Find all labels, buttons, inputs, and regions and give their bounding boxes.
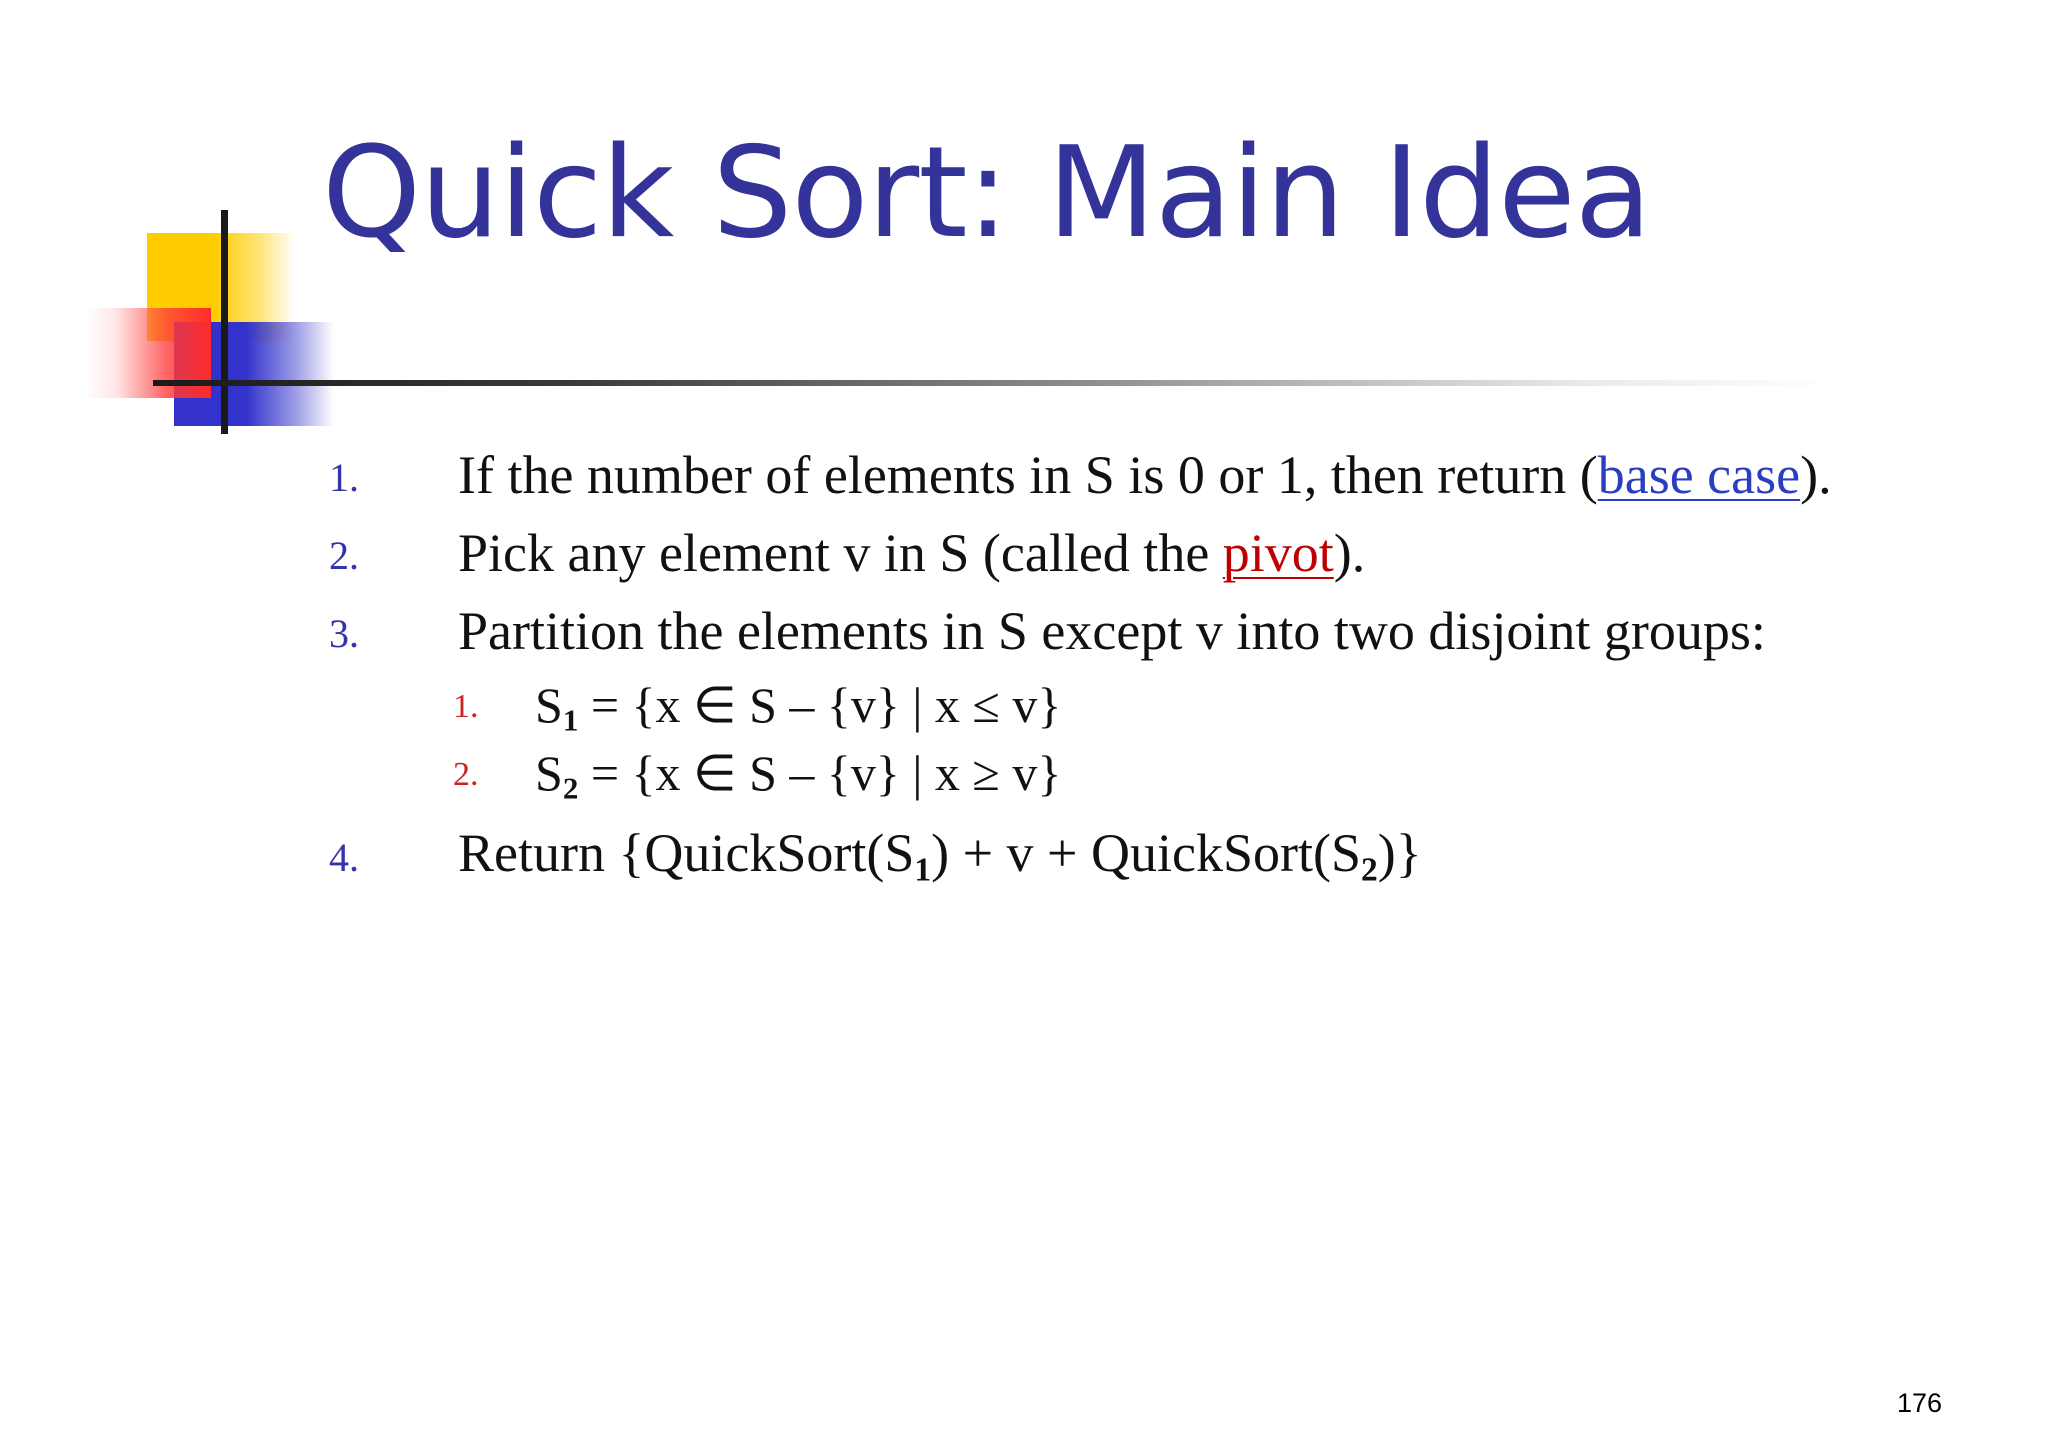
subscript: 1 xyxy=(914,851,932,889)
sub-item-number: 2. xyxy=(453,756,479,793)
list-item-number: 2. xyxy=(329,533,359,578)
text-run: Pick any element v in S (called the xyxy=(458,523,1223,583)
list-item-number: 3. xyxy=(329,611,359,656)
list-item-number: 1. xyxy=(329,455,359,500)
subscript: 1 xyxy=(562,702,579,738)
text-run: If the number of elements in S is 0 or 1, then return ( xyxy=(458,445,1598,505)
base-case-link[interactable]: base case xyxy=(1597,445,1801,505)
text-run: )} xyxy=(1377,823,1422,883)
text-run: = {x ∈ S – {v} | x ≤ v} xyxy=(578,677,1062,733)
text-run: ). xyxy=(1800,445,1832,505)
page-number: 176 xyxy=(1896,1388,1942,1418)
sub-item-text xyxy=(535,745,1062,806)
title-rule xyxy=(153,380,1833,386)
text-run: ) + v + QuickSort(S xyxy=(931,823,1362,883)
text-run: = {x ∈ S – {v} | x ≥ v} xyxy=(578,745,1062,801)
list-item-text: Partition the elements in S except v into two disjoint groups: xyxy=(458,601,1766,661)
pivot-link[interactable]: pivot xyxy=(1222,523,1334,583)
text-run: ). xyxy=(1333,523,1366,583)
slide-title: Quick Sort: Main Idea xyxy=(322,119,1651,266)
sub-item-text xyxy=(535,677,1062,738)
list-item-number: 4. xyxy=(329,835,359,880)
text-run: S xyxy=(535,677,563,733)
list-item-text xyxy=(458,523,1366,583)
subscript: 2 xyxy=(562,770,579,806)
list-item-text xyxy=(458,445,1832,505)
list-item-text xyxy=(458,823,1422,889)
text-run: S xyxy=(535,745,563,801)
subscript: 2 xyxy=(1361,851,1378,889)
logo-vertical-line xyxy=(221,210,228,434)
sub-item-number: 1. xyxy=(453,688,479,725)
text-run: Return {QuickSort(S xyxy=(458,823,915,883)
